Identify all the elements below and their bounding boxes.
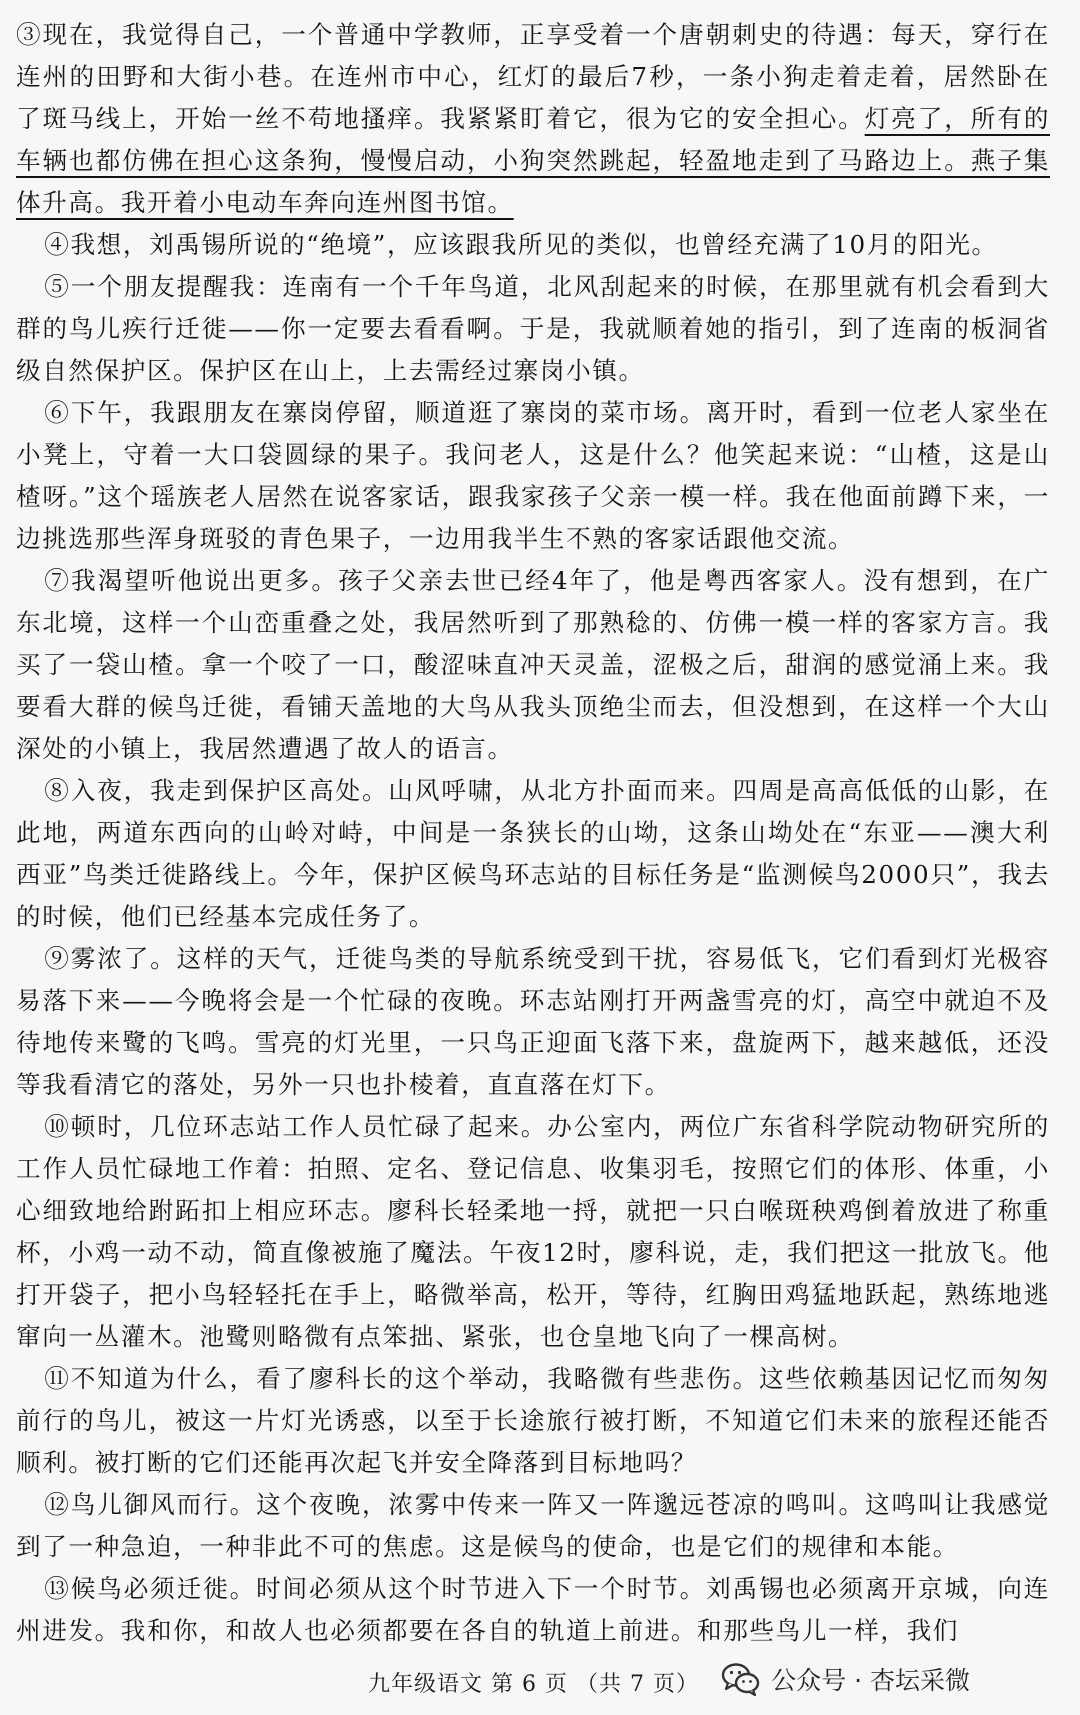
paragraph-text: ⑧入夜，我走到保护区高处。山风呼啸，从北方扑面而来。四周是高高低低的山影，在此地，两道东西向的山岭对峙，中间是一条狭长的山坳，这条山坳处在“东亚——澳大利西亚”鸟类迁徙路线上。今年，保护区候鸟环志站的目标任务是“监测候鸟2000只”，我去的时候，他们已经基本完成任务了。 xyxy=(16,776,1050,931)
paragraph-text: ③现在，我觉得自己，一个普通中学教师，正享受着一个唐朝刺史的待遇：每天，穿行在连州的田野和大街小巷。在连州市中心，红灯的最后7秒，一条小狗走着走着，居然卧在了斑马线上，开始一丝不苟地搔痒。我紧紧盯着它，很为它的安全担心。 xyxy=(16,20,1050,133)
paragraph-p13 xyxy=(16,1568,1050,1652)
paragraph-p7 xyxy=(16,560,1050,770)
paragraph-text: ⑩顿时，几位环志站工作人员忙碌了起来。办公室内，两位广东省科学院动物研究所的工作人员忙碌地工作着：拍照、定名、登记信息、收集羽毛，按照它们的体形、体重，小心细致地给跗跖扣上相应环志。廖科长轻柔地一捋，就把一只白喉斑秧鸡倒着放进了称重杯，小鸡一动不动，简直像被施了魔法。午夜12时，廖科说，走，我们把这一批放飞。他打开袋子，把小鸟轻轻托在手上，略微举高，松开，等待，红胸田鸡猛地跃起，熟练地逃窜向一丛灌木。池鹭则略微有点笨拙、紧张，也仓皇地飞向了一棵高树。 xyxy=(16,1112,1050,1351)
page-footer xyxy=(0,1661,1080,1705)
article-body xyxy=(16,14,1050,1652)
paragraph-text: ⑪不知道为什么，看了廖科长的这个举动，我略微有些悲伤。这些依赖基因记忆而匆匆前行的鸟儿，被这一片灯光诱惑，以至于长途旅行被打断，不知道它们未来的旅程还能否顺利。被打断的它们还能再次起飞并安全降落到目标地吗？ xyxy=(16,1364,1050,1477)
paragraph-text: ⑨雾浓了。这样的天气，迁徙鸟类的导航系统受到干扰，容易低飞，它们看到灯光极容易落下来——今晚将会是一个忙碌的夜晚。环志站刚打开两盏雪亮的灯，高空中就迫不及待地传来鹭的飞鸣。雪亮的灯光里，一只鸟正迎面飞落下来，盘旋两下，越来越低，还没等我看清它的落处，另外一只也扑棱着，直直落在灯下。 xyxy=(16,944,1050,1099)
paragraph-p4 xyxy=(16,224,1050,266)
paragraph-p12 xyxy=(16,1484,1050,1568)
paragraph-p6 xyxy=(16,392,1050,560)
watermark xyxy=(721,1661,970,1697)
paragraph-text: ⑬候鸟必须迁徙。时间必须从这个时节进入下一个时节。刘禹锡也必须离开京城，向连州进发。我和你，和故人也必须都要在各自的轨道上前进。和那些鸟儿一样，我们 xyxy=(16,1574,1050,1645)
paragraph-text: ⑤一个朋友提醒我：连南有一个千年鸟道，北风刮起来的时候，在那里就有机会看到大群的鸟儿疾行迁徙——你一定要去看看啊。于是，我就顺着她的指引，到了连南的板洞省级自然保护区。保护区在山上，上去需经过寨岗小镇。 xyxy=(16,272,1050,385)
paragraph-p5 xyxy=(16,266,1050,392)
wechat-icon xyxy=(721,1662,761,1696)
paragraph-p10 xyxy=(16,1106,1050,1358)
paragraph-p3 xyxy=(16,14,1050,224)
paragraph-p8 xyxy=(16,770,1050,938)
paragraph-text: ⑫鸟儿御风而行。这个夜晚，浓雾中传来一阵又一阵邈远苍凉的鸣叫。这鸣叫让我感觉到了一种急迫，一种非此不可的焦虑。这是候鸟的使命，也是它们的规律和本能。 xyxy=(16,1490,1050,1561)
paragraph-text: ⑥下午，我跟朋友在寨岗停留，顺道逛了寨岗的菜市场。离开时，看到一位老人家坐在小凳上，守着一大口袋圆绿的果子。我问老人，这是什么？他笑起来说：“山楂，这是山楂呀。”这个瑶族老人居然在说客家话，跟我家孩子父亲一模一样。我在他面前蹲下来，一边挑选那些浑身斑驳的青色果子，一边用我半生不熟的客家话跟他交流。 xyxy=(16,398,1050,553)
page-number-label: 九年级语文 第 6 页 （共 7 页） xyxy=(368,1672,699,1697)
underlined-sentence: 灯亮了，所有的车辆也都仿佛在担心这条狗，慢慢启动，小狗突然跳起，轻盈地走到了马路边上。燕子集体升高。我开着小电动车奔向连州图书馆。 xyxy=(16,104,1051,217)
watermark-text: 公众号 · 杏坛采微 xyxy=(771,1666,970,1695)
paragraph-p9 xyxy=(16,938,1050,1106)
paragraph-text: ④我想，刘禹锡所说的“绝境”，应该跟我所见的类似，也曾经充满了10月的阳光。 xyxy=(44,230,998,259)
paragraph-p11 xyxy=(16,1358,1050,1484)
paragraph-text: ⑦我渴望听他说出更多。孩子父亲去世已经4年了，他是粤西客家人。没有想到，在广东北境，这样一个山峦重叠之处，我居然听到了那熟稔的、仿佛一模一样的客家方言。我买了一袋山楂。拿一个咬了一口，酸涩味直冲天灵盖，涩极之后，甜润的感觉涌上来。我要看大群的候鸟迁徙，看铺天盖地的大鸟从我头顶绝尘而去，但没想到，在这样一个大山深处的小镇上，我居然遭遇了故人的语言。 xyxy=(16,566,1050,763)
